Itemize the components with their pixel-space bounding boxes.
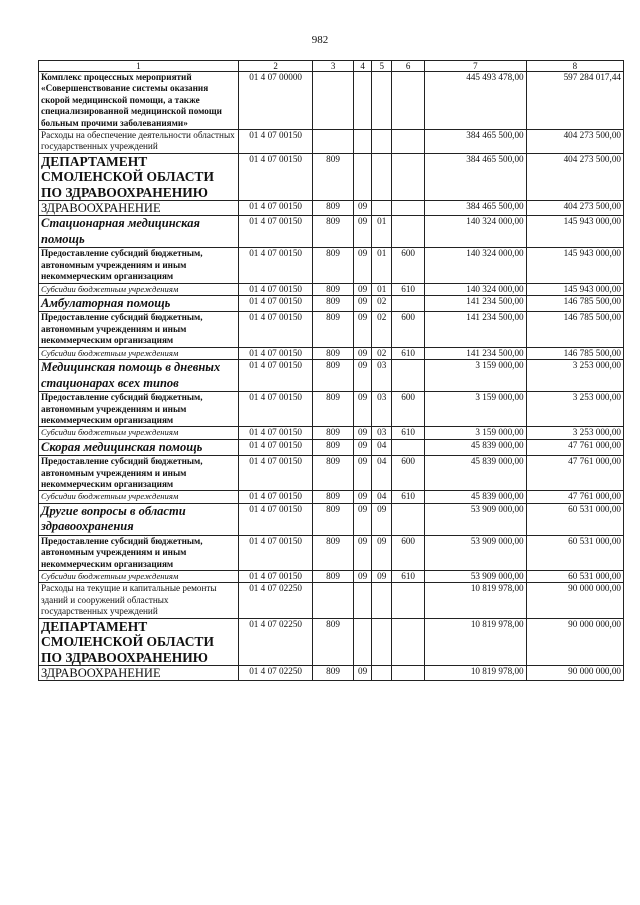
expense-type-cell: 600	[392, 248, 425, 283]
org-cell: 809	[313, 216, 353, 248]
amount-year1-cell: 3 159 000,00	[425, 360, 526, 392]
expense-type-cell	[392, 666, 425, 681]
org-cell	[313, 72, 353, 130]
name-cell: Предоставление субсидий бюджетным, автономным учреждениям и иным некоммерческим организациям	[39, 456, 239, 491]
table-row	[39, 360, 624, 392]
expense-type-cell	[392, 201, 425, 216]
name-cell: Субсидии бюджетным учреждениям	[39, 571, 239, 583]
expense-type-cell	[392, 130, 425, 154]
expense-type-cell	[392, 439, 425, 456]
section-cell	[353, 583, 372, 618]
section-cell: 09	[353, 491, 372, 503]
section-cell: 09	[353, 666, 372, 681]
code-cell: 01 4 07 00150	[238, 347, 313, 359]
expense-type-cell	[392, 295, 425, 312]
table-row	[39, 392, 624, 427]
org-cell: 809	[313, 283, 353, 295]
org-cell: 809	[313, 347, 353, 359]
code-cell: 01 4 07 00150	[238, 456, 313, 491]
amount-year1-cell: 384 465 500,00	[425, 153, 526, 201]
name-cell: Другие вопросы в области здравоохранения	[39, 503, 239, 535]
code-cell: 01 4 07 00150	[238, 248, 313, 283]
table-row	[39, 295, 624, 312]
expense-type-cell: 610	[392, 283, 425, 295]
amount-year2-cell: 3 253 000,00	[526, 360, 623, 392]
amount-year1-cell: 140 324 000,00	[425, 283, 526, 295]
amount-year1-cell: 53 909 000,00	[425, 535, 526, 570]
table-row	[39, 216, 624, 248]
org-cell: 809	[313, 312, 353, 347]
org-cell: 809	[313, 295, 353, 312]
name-cell: Субсидии бюджетным учреждениям	[39, 491, 239, 503]
table-row	[39, 283, 624, 295]
amount-year1-cell: 10 819 978,00	[425, 666, 526, 681]
amount-year1-cell: 141 234 500,00	[425, 312, 526, 347]
amount-year2-cell: 145 943 000,00	[526, 248, 623, 283]
code-cell: 01 4 07 00150	[238, 360, 313, 392]
name-cell: Предоставление субсидий бюджетным, автономным учреждениям и иным некоммерческим организациям	[39, 392, 239, 427]
expense-type-cell: 610	[392, 427, 425, 439]
subsection-cell	[372, 666, 392, 681]
expense-type-cell: 610	[392, 491, 425, 503]
section-cell: 09	[353, 392, 372, 427]
name-cell: Медицинская помощь в дневных стационарах всех типов	[39, 360, 239, 392]
section-cell: 09	[353, 347, 372, 359]
amount-year2-cell: 146 785 500,00	[526, 295, 623, 312]
subsection-cell: 02	[372, 295, 392, 312]
section-cell	[353, 72, 372, 130]
code-cell: 01 4 07 00150	[238, 427, 313, 439]
amount-year1-cell: 45 839 000,00	[425, 456, 526, 491]
name-cell: Предоставление субсидий бюджетным, автономным учреждениям и иным некоммерческим организациям	[39, 535, 239, 570]
amount-year1-cell: 384 465 500,00	[425, 201, 526, 216]
expense-type-cell: 610	[392, 571, 425, 583]
expense-type-cell: 600	[392, 456, 425, 491]
amount-year2-cell: 47 761 000,00	[526, 456, 623, 491]
expense-type-cell	[392, 360, 425, 392]
section-cell	[353, 618, 372, 666]
amount-year2-cell: 47 761 000,00	[526, 439, 623, 456]
table-row	[39, 312, 624, 347]
code-cell: 01 4 07 00150	[238, 571, 313, 583]
table-row	[39, 130, 624, 154]
header-row	[39, 61, 624, 72]
subsection-cell: 04	[372, 439, 392, 456]
code-cell: 01 4 07 00150	[238, 283, 313, 295]
code-cell: 01 4 07 00150	[238, 392, 313, 427]
org-cell: 809	[313, 503, 353, 535]
subsection-cell	[372, 618, 392, 666]
subsection-cell: 01	[372, 216, 392, 248]
name-cell: Расходы на обеспечение деятельности областных государственных учреждений	[39, 130, 239, 154]
section-cell: 09	[353, 571, 372, 583]
amount-year2-cell: 3 253 000,00	[526, 427, 623, 439]
table-row	[39, 491, 624, 503]
amount-year2-cell: 60 531 000,00	[526, 535, 623, 570]
section-cell	[353, 153, 372, 201]
section-cell: 09	[353, 216, 372, 248]
name-cell: ДЕПАРТАМЕНТ СМОЛЕНСКОЙ ОБЛАСТИ ПО ЗДРАВООХРАНЕНИЮ	[39, 618, 239, 666]
table-row	[39, 248, 624, 283]
expense-type-cell: 600	[392, 535, 425, 570]
section-cell: 09	[353, 439, 372, 456]
org-cell: 809	[313, 427, 353, 439]
amount-year1-cell: 53 909 000,00	[425, 571, 526, 583]
section-cell: 09	[353, 535, 372, 570]
expense-type-cell	[392, 618, 425, 666]
subsection-cell: 03	[372, 427, 392, 439]
subsection-cell	[372, 153, 392, 201]
amount-year2-cell: 90 000 000,00	[526, 583, 623, 618]
name-cell: Предоставление субсидий бюджетным, автономным учреждениям и иным некоммерческим организациям	[39, 248, 239, 283]
header-cell: 7	[425, 61, 526, 72]
name-cell: Субсидии бюджетным учреждениям	[39, 283, 239, 295]
amount-year2-cell: 60 531 000,00	[526, 571, 623, 583]
amount-year2-cell: 90 000 000,00	[526, 666, 623, 681]
code-cell: 01 4 07 00150	[238, 130, 313, 154]
org-cell: 809	[313, 360, 353, 392]
section-cell: 09	[353, 456, 372, 491]
section-cell: 09	[353, 360, 372, 392]
expense-type-cell	[392, 583, 425, 618]
code-cell: 01 4 07 00000	[238, 72, 313, 130]
org-cell: 809	[313, 618, 353, 666]
code-cell: 01 4 07 00150	[238, 153, 313, 201]
table-row	[39, 456, 624, 491]
subsection-cell: 03	[372, 392, 392, 427]
subsection-cell: 02	[372, 312, 392, 347]
org-cell: 809	[313, 456, 353, 491]
subsection-cell: 01	[372, 248, 392, 283]
name-cell: ЗДРАВООХРАНЕНИЕ	[39, 201, 239, 216]
header-cell: 5	[372, 61, 392, 72]
table-row	[39, 347, 624, 359]
org-cell: 809	[313, 392, 353, 427]
expense-type-cell: 610	[392, 347, 425, 359]
subsection-cell: 02	[372, 347, 392, 359]
amount-year1-cell: 45 839 000,00	[425, 439, 526, 456]
table-row	[39, 503, 624, 535]
amount-year2-cell: 47 761 000,00	[526, 491, 623, 503]
code-cell: 01 4 07 00150	[238, 535, 313, 570]
amount-year1-cell: 10 819 978,00	[425, 583, 526, 618]
amount-year2-cell: 404 273 500,00	[526, 153, 623, 201]
section-cell: 09	[353, 201, 372, 216]
table-row	[39, 201, 624, 216]
subsection-cell: 01	[372, 283, 392, 295]
header-cell: 2	[238, 61, 313, 72]
expense-type-cell	[392, 503, 425, 535]
name-cell: ЗДРАВООХРАНЕНИЕ	[39, 666, 239, 681]
name-cell: Расходы на текущие и капитальные ремонты зданий и сооружений областных государственных учреждений	[39, 583, 239, 618]
code-cell: 01 4 07 00150	[238, 503, 313, 535]
section-cell: 09	[353, 295, 372, 312]
code-cell: 01 4 07 00150	[238, 216, 313, 248]
amount-year1-cell: 141 234 500,00	[425, 347, 526, 359]
header-cell: 8	[526, 61, 623, 72]
expense-type-cell	[392, 72, 425, 130]
expense-type-cell	[392, 153, 425, 201]
subsection-cell: 04	[372, 456, 392, 491]
table-row	[39, 153, 624, 201]
org-cell	[313, 130, 353, 154]
org-cell: 809	[313, 248, 353, 283]
code-cell: 01 4 07 00150	[238, 491, 313, 503]
org-cell: 809	[313, 666, 353, 681]
table-row	[39, 571, 624, 583]
table-row	[39, 583, 624, 618]
code-cell: 01 4 07 00150	[238, 312, 313, 347]
code-cell: 01 4 07 00150	[238, 295, 313, 312]
name-cell: Амбулаторная помощь	[39, 295, 239, 312]
name-cell: Субсидии бюджетным учреждениям	[39, 347, 239, 359]
header-cell: 4	[353, 61, 372, 72]
name-cell: Комплекс процессных мероприятий «Совершенствование системы оказания скорой медицинской помощи, а также специализированной медицинской помощи больным прочими заболеваниями»	[39, 72, 239, 130]
org-cell: 809	[313, 153, 353, 201]
org-cell: 809	[313, 535, 353, 570]
section-cell: 09	[353, 427, 372, 439]
org-cell: 809	[313, 571, 353, 583]
org-cell: 809	[313, 201, 353, 216]
amount-year1-cell: 140 324 000,00	[425, 248, 526, 283]
code-cell: 01 4 07 02250	[238, 618, 313, 666]
amount-year2-cell: 404 273 500,00	[526, 201, 623, 216]
subsection-cell: 04	[372, 491, 392, 503]
org-cell: 809	[313, 491, 353, 503]
amount-year1-cell: 53 909 000,00	[425, 503, 526, 535]
subsection-cell	[372, 130, 392, 154]
amount-year2-cell: 145 943 000,00	[526, 216, 623, 248]
name-cell: ДЕПАРТАМЕНТ СМОЛЕНСКОЙ ОБЛАСТИ ПО ЗДРАВООХРАНЕНИЮ	[39, 153, 239, 201]
subsection-cell: 09	[372, 571, 392, 583]
expense-type-cell: 600	[392, 312, 425, 347]
expense-type-cell: 600	[392, 392, 425, 427]
amount-year2-cell: 597 284 017,44	[526, 72, 623, 130]
expense-type-cell	[392, 216, 425, 248]
amount-year1-cell: 384 465 500,00	[425, 130, 526, 154]
header-cell: 3	[313, 61, 353, 72]
section-cell: 09	[353, 503, 372, 535]
amount-year2-cell: 3 253 000,00	[526, 392, 623, 427]
amount-year2-cell: 146 785 500,00	[526, 347, 623, 359]
table-row	[39, 427, 624, 439]
amount-year1-cell: 141 234 500,00	[425, 295, 526, 312]
amount-year2-cell: 60 531 000,00	[526, 503, 623, 535]
amount-year1-cell: 3 159 000,00	[425, 427, 526, 439]
table-row	[39, 618, 624, 666]
name-cell: Скорая медицинская помощь	[39, 439, 239, 456]
subsection-cell	[372, 583, 392, 618]
section-cell: 09	[353, 283, 372, 295]
amount-year1-cell: 445 493 478,00	[425, 72, 526, 130]
code-cell: 01 4 07 02250	[238, 666, 313, 681]
subsection-cell: 09	[372, 503, 392, 535]
amount-year1-cell: 140 324 000,00	[425, 216, 526, 248]
header-cell: 1	[39, 61, 239, 72]
amount-year1-cell: 45 839 000,00	[425, 491, 526, 503]
code-cell: 01 4 07 02250	[238, 583, 313, 618]
code-cell: 01 4 07 00150	[238, 201, 313, 216]
table-row	[39, 535, 624, 570]
name-cell: Субсидии бюджетным учреждениям	[39, 427, 239, 439]
amount-year2-cell: 145 943 000,00	[526, 283, 623, 295]
amount-year2-cell: 146 785 500,00	[526, 312, 623, 347]
name-cell: Предоставление субсидий бюджетным, автономным учреждениям и иным некоммерческим организациям	[39, 312, 239, 347]
amount-year2-cell: 404 273 500,00	[526, 130, 623, 154]
table-row	[39, 72, 624, 130]
subsection-cell: 03	[372, 360, 392, 392]
amount-year2-cell: 90 000 000,00	[526, 618, 623, 666]
code-cell: 01 4 07 00150	[238, 439, 313, 456]
section-cell: 09	[353, 248, 372, 283]
page-number: 982	[311, 34, 329, 46]
table-row	[39, 666, 624, 681]
name-cell: Стационарная медицинская помощь	[39, 216, 239, 248]
section-cell	[353, 130, 372, 154]
subsection-cell	[372, 201, 392, 216]
amount-year1-cell: 3 159 000,00	[425, 392, 526, 427]
subsection-cell: 09	[372, 535, 392, 570]
subsection-cell	[372, 72, 392, 130]
org-cell	[313, 583, 353, 618]
amount-year1-cell: 10 819 978,00	[425, 618, 526, 666]
org-cell: 809	[313, 439, 353, 456]
budget-table	[38, 60, 624, 681]
header-cell: 6	[392, 61, 425, 72]
table-row	[39, 439, 624, 456]
section-cell: 09	[353, 312, 372, 347]
